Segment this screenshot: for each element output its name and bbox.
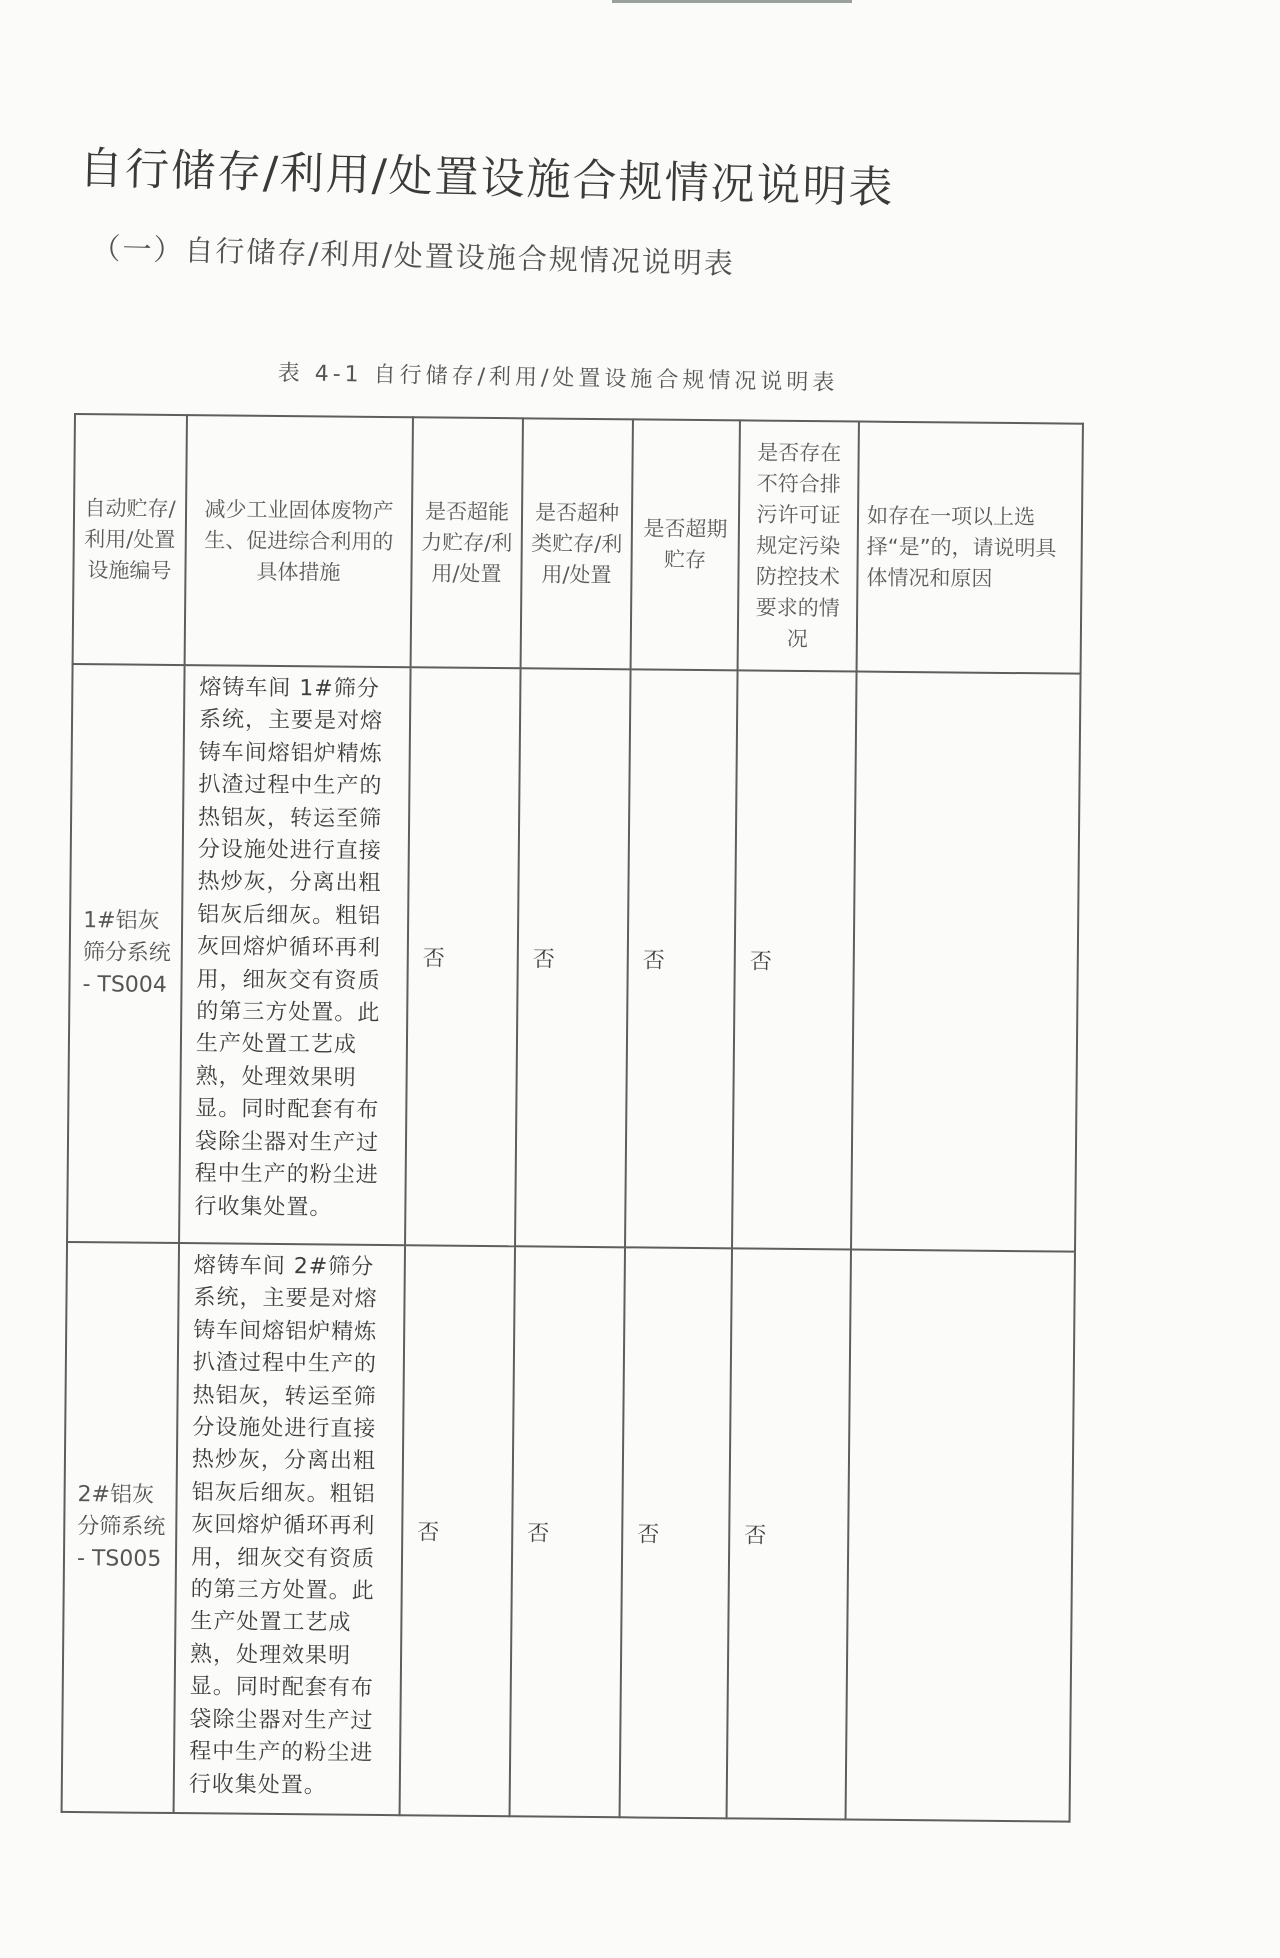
over-capacity-cell: 否 [400,1245,515,1816]
over-capacity-cell: 否 [405,667,521,1246]
explanation-cell [846,1249,1075,1821]
page-title: 自行储存/利用/处置设施合规情况说明表 [78,142,896,214]
header-facility-id: 自动贮存/利用/处置设施编号 [73,414,187,665]
non-compliant-cell: 否 [727,1248,851,1819]
over-type-cell: 否 [510,1246,625,1817]
header-over-capacity: 是否超能力贮存/利用/处置 [411,417,523,668]
over-period-cell: 否 [620,1247,732,1818]
measures-cell: 熔铸车间 1#筛分系统，主要是对熔铸车间熔铝炉精炼扒渣过程中生产的热铝灰，转运至筛分设施处进行直接热炒灰，分离出粗铝灰后细灰。粗铝灰回熔炉循环再利用，细灰交有资质的第三方处置。此生产处置工艺成熟，处理效果明显。同时配套有布袋除尘器对生产过程中生产的粉尘进行收集处置。 [179,665,411,1245]
header-over-type: 是否超种类贮存/利用/处置 [521,418,633,669]
header-explanation: 如存在一项以上选择“是”的，请说明具体情况和原因 [857,422,1083,674]
header-over-period: 是否超期贮存 [631,419,740,670]
header-non-compliant: 是否存在不符合排污许可证规定污染防控技术要求的情况 [738,420,859,671]
table-row [67,664,1081,1252]
over-type-cell: 否 [515,668,631,1247]
compliance-table-container [61,413,1082,1823]
facility-id-cell: 2#铝灰分筛系统 - TS005 [62,1242,179,1813]
table-header-row [73,414,1083,674]
compliance-table [61,413,1084,1823]
non-compliant-cell: 否 [732,670,857,1249]
over-period-cell: 否 [625,669,738,1248]
table-row [62,1242,1075,1822]
facility-id-cell: 1#铝灰筛分系统 - TS004 [67,664,185,1243]
table-caption: 表 4-1 自行储存/利用/处置设施合规情况说明表 [277,360,839,396]
page-edge-strip [612,0,852,3]
explanation-cell [851,672,1081,1252]
header-measures: 减少工业固体废物产生、促进综合利用的具体措施 [185,415,413,667]
section-title: （一）自行储存/利用/处置设施合规情况说明表 [91,230,736,281]
measures-cell: 熔铸车间 2#筛分系统，主要是对熔铸车间熔铝炉精炼扒渣过程中生产的热铝灰，转运至筛分设施处进行直接热炒灰，分离出粗铝灰后细灰。粗铝灰回熔炉循环再利用，细灰交有资质的第三方处置。此生产处置工艺成熟，处理效果明显。同时配套有布袋除尘器对生产过程中生产的粉尘进行收集处置。 [174,1243,405,1815]
